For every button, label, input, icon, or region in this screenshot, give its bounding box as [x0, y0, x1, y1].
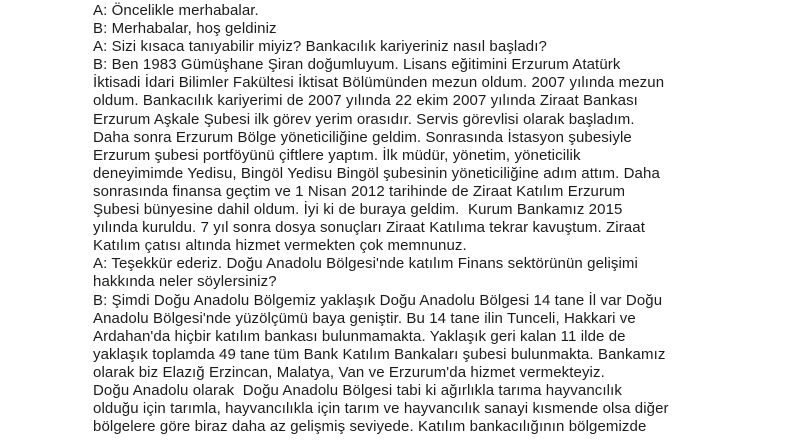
transcript-line: deneyimimde Yedisu, Bingöl Yedisu Bingöl şubesinin yöneticiliğine adım attım. Daha	[93, 164, 660, 182]
transcript-line: Katılım çatısı altında hizmet vermekten çok memnunuz.	[93, 237, 467, 255]
transcript-line: B: Ben 1983 Gümüşhane Şiran doğumluyum. Lisans eğitimini Erzurum Atatürk	[93, 56, 621, 74]
interview-transcript	[93, 2, 783, 436]
transcript-line: Doğu Anadolu olarak Doğu Anadolu Bölgesi tabi ki ağırlıkla tarıma hayvancılık	[93, 381, 622, 399]
transcript-line: Şubesi bünyesine dahil oldum. İyi ki de buraya geldim. Kurum Bankamız 2015	[93, 201, 623, 219]
transcript-line: Anadolu Bölgesi'nde yüzölçümü baya geniştir. Bu 14 tane ilin Tunceli, Hakkari ve	[93, 309, 636, 327]
transcript-line: Erzurum şubesi portföyünü çiftlere yaptım. İlk müdür, yönetim, yöneticilik	[93, 146, 581, 164]
transcript-line: sonrasında finansa geçtim ve 1 Nisan 2012 tarihinde de Ziraat Katılım Erzurum	[93, 182, 626, 200]
transcript-line: oldum. Bankacılık kariyerimi de 2007 yılında 22 ekim 2007 yılında Ziraat Bankası	[93, 92, 638, 110]
transcript-line: olarak biz Elazığ Erzincan, Malatya, Van ve Erzurum'da hizmet vermekteyiz.	[93, 363, 605, 381]
transcript-line: A: Sizi kısaca tanıyabilir miyiz? Bankacılık kariyeriniz nasıl başladı?	[93, 38, 547, 56]
transcript-line: yaklaşık toplamda 49 tane tüm Bank Katılım Bankaları şubesi bulunmakta. Bankamız	[93, 345, 666, 363]
transcript-line: Ardahan'da hiçbir katılım bankası bulunmamakta. Yaklaşık geri kalan 11 ilde de	[93, 327, 626, 345]
transcript-line: B: Şimdi Doğu Anadolu Bölgemiz yaklaşık Doğu Anadolu Bölgesi 14 tane İl var Doğu	[93, 291, 663, 309]
transcript-line: bölgelere göre biraz daha az gelişmiş seviyede. Katılım bankacılığının bölgemizde	[93, 418, 647, 436]
transcript-line: A: Teşekkür ederiz. Doğu Anadolu Bölgesi'nde katılım Finans sektörünün gelişimi	[93, 255, 638, 273]
transcript-line: olduğu için tarımla, hayvancılıkla için tarım ve hayvancılık sanayi kısmende olsa diğer	[93, 400, 669, 418]
transcript-line: hakkında neler söylersiniz?	[93, 273, 277, 291]
transcript-line: yılında kuruldu. 7 yıl sonra dosya sonuçları Ziraat Katılıma tekrar kavuştum. Ziraat	[93, 219, 645, 237]
transcript-line: Daha sonra Erzurum Bölge yöneticiliğine geldim. Sonrasında İstasyon şubesiyle	[93, 128, 632, 146]
transcript-line: A: Öncelikle merhabalar.	[93, 2, 259, 19]
transcript-line: B: Merhabalar, hoş geldiniz	[93, 20, 277, 38]
transcript-line: İktisadi İdari Bilimler Fakültesi İktisat Bölümünden mezun oldum. 2007 yılında mezun	[93, 74, 665, 92]
transcript-line: Erzurum Aşkale Şubesi ilk görev yerim orasıdır. Servis görevlisi olarak başladım.	[93, 110, 635, 128]
